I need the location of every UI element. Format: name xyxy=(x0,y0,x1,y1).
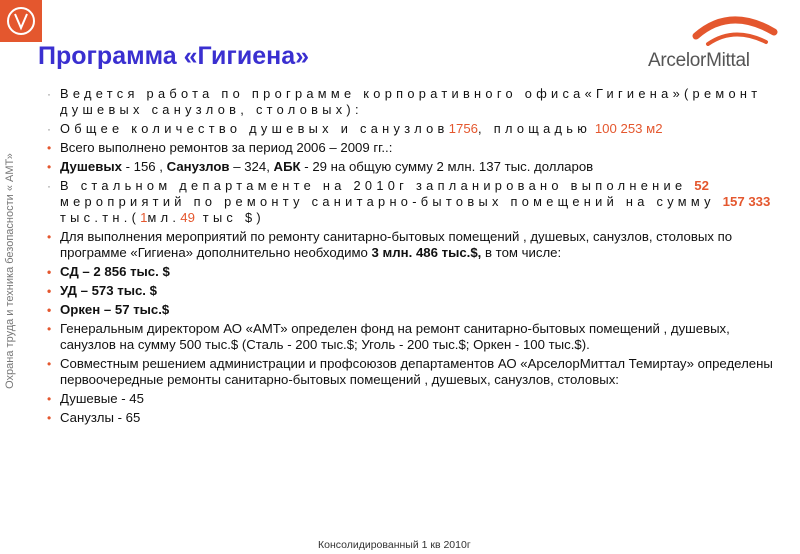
arcelormittal-arc-icon xyxy=(690,12,780,46)
brand-name: ArcelorMittal xyxy=(648,50,750,71)
list-item: • СД – 2 856 тыс. $ xyxy=(47,264,170,279)
safety-logo-icon xyxy=(0,0,42,42)
list-item: · В стальном департаменте на 2010г запланировано выполнение 52 мероприятий по ремонту санитарно-бытовых помещений на сумму 157 333 тыс.тн.(1мл.49 тыс $) xyxy=(47,178,771,225)
list-item: • Всего выполнено ремонтов за период 2006 – 2009 гг..: xyxy=(47,140,393,155)
sidebar-vertical-text: Охрана труда и техника безопасности « АМТ» xyxy=(4,153,16,389)
brand-logo xyxy=(648,12,780,72)
list-item: • Душевые - 45 xyxy=(47,391,144,406)
footer-text: Консолидированный 1 кв 2010г xyxy=(318,539,471,551)
list-item: · Общее количество душевых и санузлов1756, площадью 100 253 м2 xyxy=(47,121,663,136)
list-item: · Ведется работа по программе корпоративного офиса«Гигиена»(ремонт душевых санузлов, столовых): xyxy=(47,86,762,117)
list-item: • Генеральным директором АО «АМТ» определен фонд на ремонт санитарно-бытовых помещений , душевых, санузлов на сумму 500 тыс.$ (Сталь - 200 тыс.$; Уголь - 200 тыс.$; Оркен - 100 тыс.$). xyxy=(47,321,730,352)
list-item: • Оркен – 57 тыс.$ xyxy=(47,302,170,317)
content-list xyxy=(48,86,778,429)
list-item: • Санузлы - 65 xyxy=(47,410,141,425)
list-item: • Душевых - 156 , Санузлов – 324, АБК - 29 на общую сумму 2 млн. 137 тыс. долларов xyxy=(47,159,594,174)
page-title: Программа «Гигиена» xyxy=(38,42,310,70)
list-item: • Для выполнения мероприятий по ремонту санитарно-бытовых помещений , душевых, санузлов, столовых по программе «Гигиена» дополнительно необходимо 3 млн. 486 тыс.$, в том числе: xyxy=(47,229,733,260)
list-item: • УД – 573 тыс. $ xyxy=(47,283,157,298)
list-item: • Совместным решением администрации и профсоюзов департаментов АО «АрселорМиттал Темиртау» определены первоочередные ремонты санитарно-бытовых помещений , душевых, санузлов, столовых: xyxy=(47,356,773,387)
